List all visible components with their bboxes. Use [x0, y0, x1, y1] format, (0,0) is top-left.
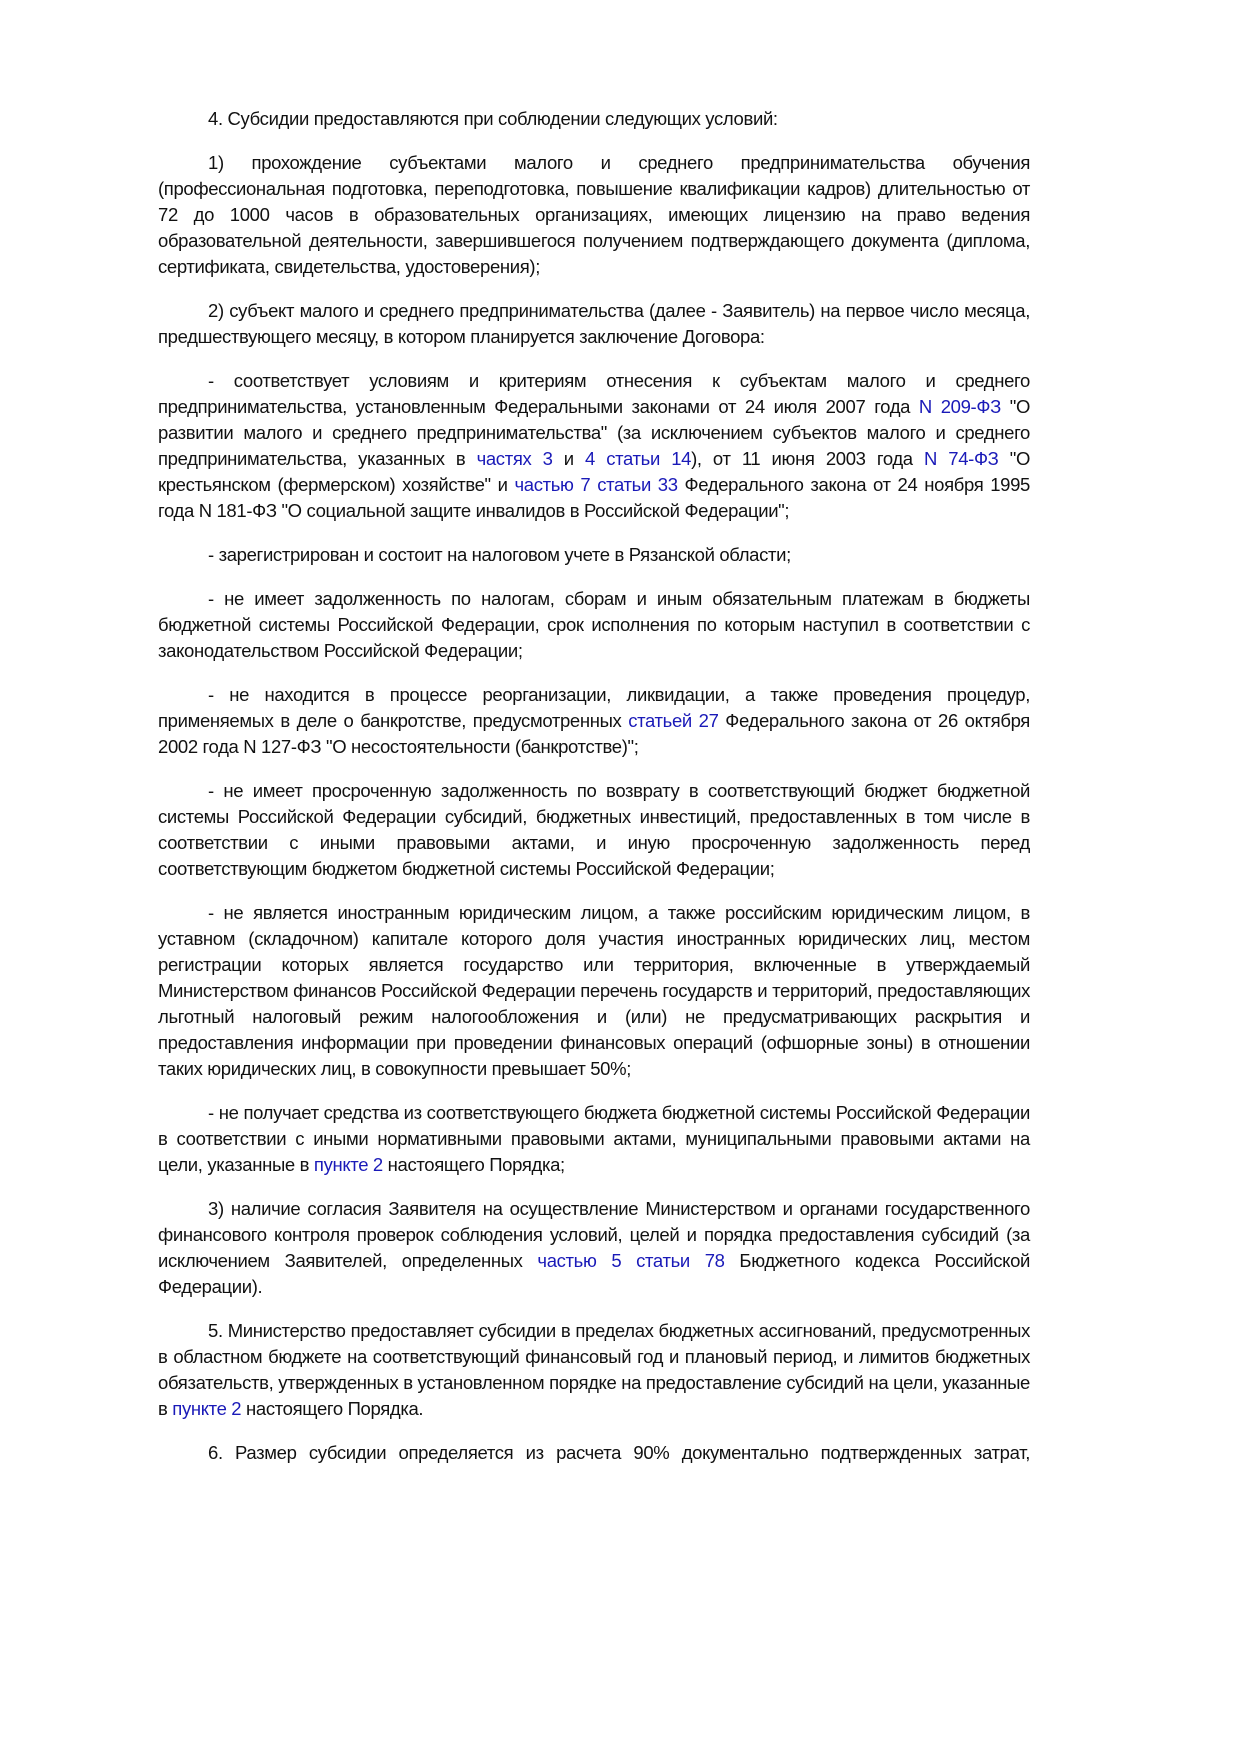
text: - не получает средства из соответствующего бюджета бюджетной системы Российской Федерации в соответствии с иными нормативными правовыми актами, муниципальными правовыми актами на цели, указанные в: [158, 1102, 1030, 1175]
paragraph-4-3: [158, 1196, 1030, 1300]
text: ), от 11 июня 2003 года: [691, 448, 924, 469]
paragraph-4-2: [158, 298, 1030, 350]
paragraph-4: [158, 106, 1030, 132]
link-article-27[interactable]: статьей 27: [628, 710, 719, 731]
text: 2) субъект малого и среднего предпринимательства (далее - Заявитель) на первое число месяца, предшествующего месяцу, в котором планируется заключение Договора:: [158, 300, 1030, 347]
paragraph-5: [158, 1318, 1030, 1422]
link-point-2[interactable]: пункте 2: [172, 1398, 242, 1419]
text: - не является иностранным юридическим лицом, а также российским юридическим лицом, в уставном (складочном) капитале которого доля участия иностранных юридических лиц, местом регистрации которых является государство или территория, включенные в утверждаемый Министерством финансов Российской Федерации перечень государств и территорий, предоставляющих льготный налоговый режим налогообложения и (или) не предусматривающих раскрытия и предоставления информации при проведении финансовых операций (офшорные зоны) в отношении таких юридических лиц, в совокупности превышает 50%;: [158, 902, 1030, 1079]
text: 5. Министерство предоставляет субсидии в пределах бюджетных ассигнований, предусмотренных в областном бюджете на соответствующий финансовый год и плановый период, и лимитов бюджетных обязательств, утвержденных в установленном порядке на предоставление субсидий на цели, указанные в: [158, 1320, 1030, 1419]
text: - не имеет просроченную задолженность по возврату в соответствующий бюджет бюджетной системы Российской Федерации субсидий, бюджетных инвестиций, предоставленных в том числе в соответствии с иными правовыми актами, и иную просроченную задолженность перед соответствующим бюджетом бюджетной системы Российской Федерации;: [158, 780, 1030, 879]
text: и: [552, 448, 586, 469]
paragraph-4-2-registered: [158, 542, 1030, 568]
paragraph-4-2-no-tax-debt: [158, 586, 1030, 664]
link-4-article-14[interactable]: 4 статьи 14: [585, 448, 692, 469]
paragraph-6: [158, 1440, 1030, 1466]
text: Федерального закона от 26 октября 2002 года N 127-ФЗ "О несостоятельности (банкротстве)";: [158, 710, 1030, 757]
paragraph-4-2-not-foreign: [158, 900, 1030, 1082]
link-law-209-fz[interactable]: N 209-ФЗ: [918, 396, 1001, 417]
text: - соответствует условиям и критериям отнесения к субъектам малого и среднего предпринимательства, установленным Федеральными законами от 24 июля 2007 года: [158, 370, 1030, 417]
link-point-2[interactable]: пункте 2: [313, 1154, 383, 1175]
text: "О крестьянском (фермерском) хозяйстве" и: [158, 448, 1030, 495]
text: - не имеет задолженность по налогам, сборам и иным обязательным платежам в бюджеты бюджетной системы Российской Федерации, срок исполнения по которым наступил в соответствии с законодательством Российской Федерации;: [158, 588, 1030, 661]
link-law-74-fz[interactable]: N 74-ФЗ: [924, 448, 999, 469]
paragraph-4-2-no-overdue-debt: [158, 778, 1030, 882]
text: 1) прохождение субъектами малого и среднего предпринимательства обучения (профессиональная подготовка, переподготовка, повышение квалификации кадров) длительностью от 72 до 1000 часов в образовательных организациях, имеющих лицензию на право ведения образовательной деятельности, завершившегося получением подтверждающего документа (диплома, сертификата, свидетельства, удостоверения);: [158, 152, 1030, 277]
text: настоящего Порядка.: [241, 1398, 424, 1419]
text: Федерального закона от 24 ноября 1995 года N 181-ФЗ "О социальной защите инвалидов в Российской Федерации";: [158, 474, 1030, 521]
text: Бюджетного кодекса Российской Федерации).: [158, 1250, 1030, 1297]
text: "О развитии малого и среднего предпринимательства" (за исключением субъектов малого и среднего предпринимательства, указанных в: [158, 396, 1030, 469]
link-part-5-article-78[interactable]: частью 5 статьи 78: [537, 1250, 725, 1271]
paragraph-4-2-no-bankruptcy: [158, 682, 1030, 760]
link-parts-3[interactable]: частях 3: [476, 448, 553, 469]
text: - зарегистрирован и состоит на налоговом учете в Рязанской области;: [208, 544, 791, 565]
text: 6. Размер субсидии определяется из расчета 90% документально подтвержденных затрат,: [208, 1442, 1030, 1463]
text: настоящего Порядка;: [382, 1154, 565, 1175]
document-page: [158, 106, 1030, 1484]
link-part-7-article-33[interactable]: частью 7 статьи 33: [514, 474, 678, 495]
text: 3) наличие согласия Заявителя на осуществление Министерством и органами государственного финансового контроля проверок соблюдения условий, целей и порядка предоставления субсидий (за исключением Заявителей, определенных: [158, 1198, 1030, 1271]
paragraph-4-2-criteria: [158, 368, 1030, 524]
text: - не находится в процессе реорганизации, ликвидации, а также проведения процедур, применяемых в деле о банкротстве, предусмотренных: [158, 684, 1030, 731]
paragraph-4-2-no-other-funds: [158, 1100, 1030, 1178]
paragraph-4-1: [158, 150, 1030, 280]
text: 4. Субсидии предоставляются при соблюдении следующих условий:: [208, 108, 778, 129]
